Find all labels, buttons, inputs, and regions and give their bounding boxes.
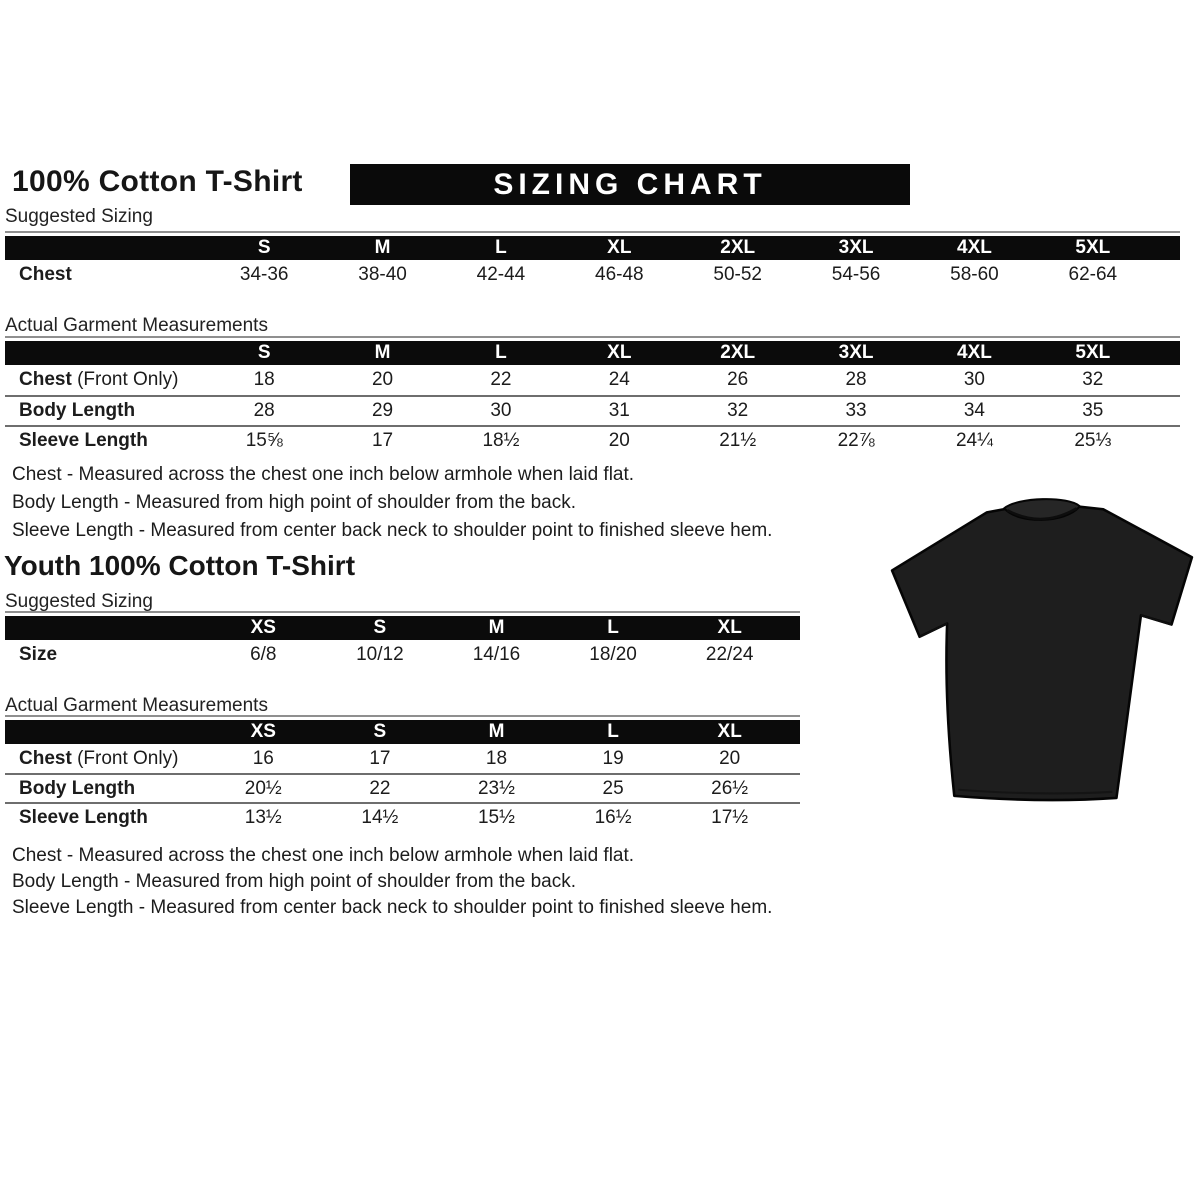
- table-cell: 24: [608, 369, 630, 390]
- table-cell: 20: [371, 369, 394, 390]
- youth-actual-heading: Actual Garment Measurements: [5, 695, 268, 716]
- table-cell: 26½: [711, 777, 749, 799]
- column-header: M: [488, 617, 505, 638]
- black-tshirt-illustration: [888, 496, 1196, 802]
- column-header: XS: [250, 721, 276, 742]
- table-cell: 17½: [711, 806, 749, 828]
- column-header: M: [374, 342, 391, 363]
- table-cell: 30: [490, 400, 512, 421]
- table-cell: 16½: [594, 806, 632, 828]
- column-header: S: [373, 617, 387, 638]
- table-cell: 26: [727, 369, 749, 390]
- table-cell: 30: [963, 369, 985, 390]
- table-row-sleeve-length: [5, 802, 800, 831]
- note-sleeve-length: Sleeve Length - Measured from center back neck to shoulder point to finished sleeve hem.: [12, 897, 773, 918]
- table-header-row: [5, 236, 1180, 260]
- column-header: 3XL: [838, 237, 874, 258]
- table-cell: 23½: [477, 777, 515, 799]
- table-header-row: [5, 616, 800, 640]
- table-cell: 54-56: [831, 264, 881, 285]
- table-cell: 29: [371, 400, 394, 421]
- table-cell: 22/24: [705, 643, 754, 665]
- adult-suggested-heading: Suggested Sizing: [5, 206, 153, 227]
- row-label: Sleeve Length: [19, 430, 148, 451]
- table-cell: 31: [608, 400, 630, 421]
- column-header: S: [257, 237, 271, 258]
- column-header: L: [495, 342, 507, 363]
- table-row-body-length: [5, 773, 800, 802]
- table-cell: 14½: [361, 806, 399, 828]
- note-body-length: Body Length - Measured from high point of shoulder from the back.: [12, 871, 576, 892]
- table-cell: 25: [602, 777, 624, 799]
- column-header: 3XL: [838, 342, 874, 363]
- table-cell: 16: [252, 747, 274, 769]
- table-cell: 62-64: [1068, 264, 1118, 285]
- table-cell: 6/8: [250, 643, 277, 665]
- table-cell: 24¼: [955, 430, 993, 451]
- table-cell: 18½: [482, 430, 520, 451]
- table-cell: 34: [963, 400, 985, 421]
- table-cell: 46-48: [595, 264, 644, 285]
- table-cell: 18/20: [589, 643, 637, 665]
- table-cell: 15½: [477, 806, 515, 828]
- row-label: Body Length: [19, 777, 136, 799]
- note-body-length: Body Length - Measured from high point of shoulder from the back.: [12, 492, 576, 513]
- column-header: L: [607, 617, 619, 638]
- table-cell: 25⅓: [1074, 430, 1112, 451]
- column-header: L: [495, 237, 507, 258]
- adult-product-title: 100% Cotton T-Shirt: [12, 165, 303, 198]
- table-cell: 33: [845, 400, 867, 421]
- table-row-sleeve-length: [5, 425, 1180, 455]
- table-cell: 18: [485, 747, 508, 769]
- column-header: S: [257, 342, 271, 363]
- row-label: Chest (Front Only): [19, 369, 179, 390]
- table-row-body-length: [5, 395, 1180, 425]
- table-cell: 22: [369, 777, 391, 799]
- table-cell: 20½: [244, 777, 282, 799]
- column-header: 4XL: [957, 237, 992, 258]
- table-header-row: [5, 720, 800, 744]
- column-header: 2XL: [720, 342, 756, 363]
- table-cell: 34-36: [239, 264, 289, 285]
- column-header: S: [373, 721, 387, 742]
- table-cell: 17: [369, 747, 391, 769]
- note-chest: Chest - Measured across the chest one inch below armhole when laid flat.: [12, 464, 635, 485]
- column-header: 4XL: [957, 342, 992, 363]
- note-sleeve-length: Sleeve Length - Measured from center back neck to shoulder point to finished sleeve hem.: [12, 520, 773, 541]
- adult-actual-table: [5, 336, 1180, 455]
- table-cell: 58-60: [950, 264, 999, 285]
- table-cell: 18: [253, 369, 275, 390]
- row-label: Sleeve Length: [19, 806, 148, 828]
- column-header: 5XL: [1075, 237, 1111, 258]
- table-row-chest: [5, 260, 1180, 290]
- table-cell: 21½: [719, 430, 757, 451]
- table-cell: 38-40: [358, 264, 407, 285]
- column-header: M: [488, 721, 505, 742]
- table-cell: 20: [608, 430, 630, 451]
- youth-actual-table: [5, 715, 800, 831]
- table-cell: 17: [371, 430, 394, 451]
- table-cell: 28: [845, 369, 867, 390]
- adult-measurement-notes: [12, 461, 772, 545]
- youth-suggested-heading: Suggested Sizing: [5, 591, 153, 612]
- adult-actual-heading: Actual Garment Measurements: [5, 315, 268, 336]
- note-chest: Chest - Measured across the chest one inch below armhole when laid flat.: [12, 845, 635, 866]
- row-label: Body Length: [19, 400, 136, 421]
- table-cell: 22⅞: [837, 430, 875, 451]
- table-cell: 42-44: [476, 264, 526, 285]
- column-header: XL: [607, 237, 632, 258]
- table-cell: 28: [253, 400, 275, 421]
- table-cell: 10/12: [356, 643, 404, 665]
- column-header: XL: [717, 617, 742, 638]
- table-cell: 20: [719, 747, 741, 769]
- table-row-size: [5, 640, 800, 669]
- youth-measurement-notes: [12, 843, 772, 921]
- table-cell: 14/16: [472, 643, 521, 665]
- table-cell: 32: [1082, 369, 1104, 390]
- row-label: Chest (Front Only): [19, 747, 179, 769]
- table-cell: 13½: [244, 806, 282, 828]
- column-header: XL: [607, 342, 632, 363]
- column-header: 2XL: [720, 237, 756, 258]
- sizing-chart-banner: SIZING CHART: [350, 164, 910, 205]
- row-label: Size: [19, 643, 58, 665]
- table-cell: 50-52: [713, 264, 762, 285]
- table-cell: 35: [1082, 400, 1104, 421]
- table-cell: 19: [602, 747, 624, 769]
- column-header: L: [607, 721, 619, 742]
- table-header-row: [5, 341, 1180, 365]
- table-row-chest: [5, 744, 800, 773]
- adult-suggested-table: [5, 231, 1180, 290]
- table-row-chest: [5, 365, 1180, 395]
- table-cell: 15⅝: [245, 430, 283, 451]
- column-header: XL: [717, 721, 742, 742]
- tshirt-product-photo: [888, 496, 1196, 802]
- column-header: M: [374, 237, 391, 258]
- youth-suggested-table: [5, 611, 800, 669]
- youth-product-title: Youth 100% Cotton T-Shirt: [4, 550, 356, 581]
- table-cell: 32: [727, 400, 749, 421]
- row-label: Chest: [19, 264, 72, 285]
- column-header: XS: [250, 617, 276, 638]
- column-header: 5XL: [1075, 342, 1111, 363]
- table-cell: 22: [490, 369, 512, 390]
